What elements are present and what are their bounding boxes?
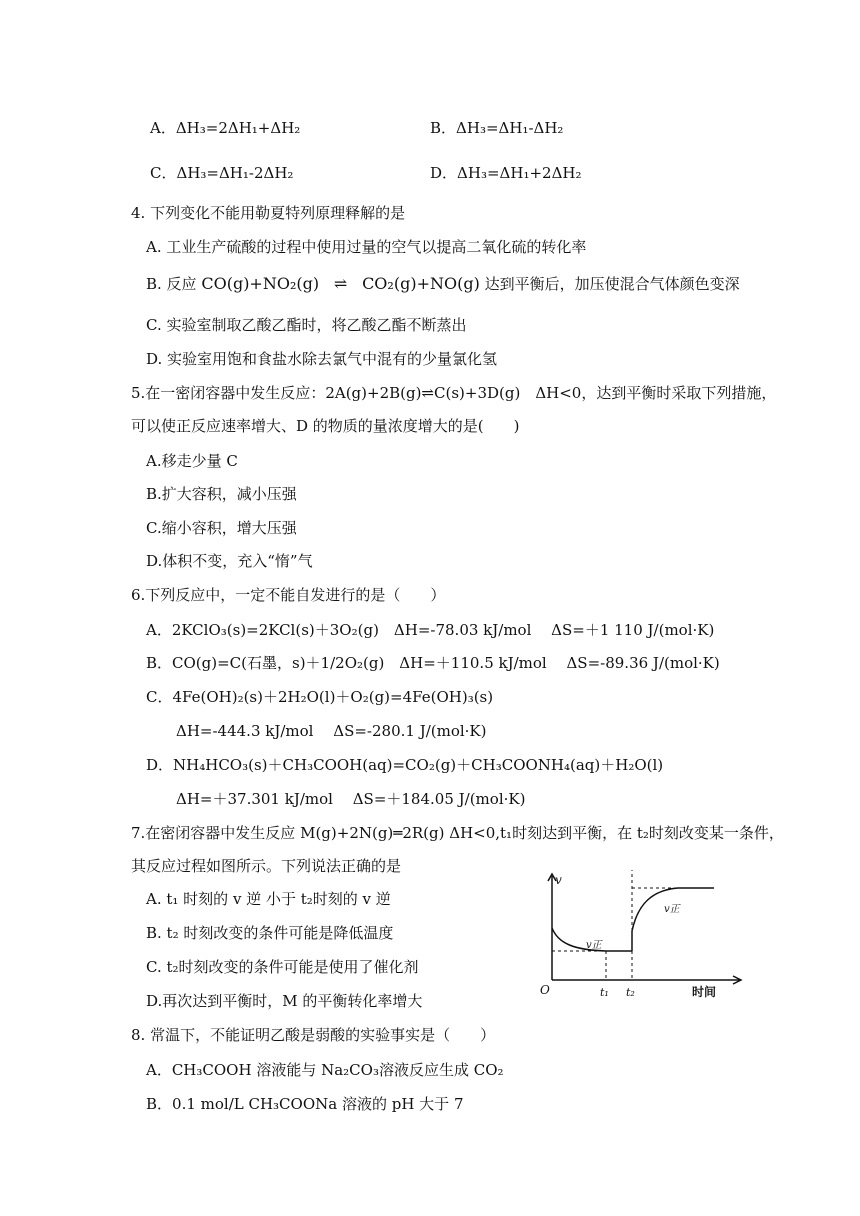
q8-stem: 8. 常温下，不能证明乙酸是弱酸的实验事实是（ ） <box>131 1026 496 1044</box>
q3-option-b <box>430 118 563 138</box>
q8-option-b: B．0.1 mol/L CH₃COONa 溶液的 pH 大于 7 <box>146 1095 464 1113</box>
q6-option-d-line-2: ΔH=＋37.301 kJ/mol ΔS=＋184.05 J/(mol·K) <box>176 790 526 808</box>
q6-option-c-line-1: C．4Fe(OH)₂(s)＋2H₂O(l)＋O₂(g)=4Fe(OH)₃(s) <box>146 688 494 706</box>
q3-option-c <box>150 163 293 183</box>
q6-stem: 6.下列反应中，一定不能自发进行的是（ ） <box>131 586 446 604</box>
q5-stem-line-1: 5.在一密闭容器中发生反应：2A(g)+2B(g)⇌C(s)+3D(g) ΔH<0，达到平衡时采取下列措施， <box>131 384 777 402</box>
q4-option-c: C. 实验室制取乙酸乙酯时，将乙酸乙酯不断蒸出 <box>146 316 467 334</box>
q7-option-c: C. t₂时刻改变的条件可能是使用了催化剂 <box>146 958 419 976</box>
products: CO₂(g)+NO(g) <box>362 274 480 293</box>
q7-option-b: B. t₂ 时刻改变的条件可能是降低温度 <box>146 924 394 942</box>
q4-option-d: D. 实验室用饱和食盐水除去氯气中混有的少量氯化氢 <box>146 350 498 368</box>
q8-option-a: A．CH₃COOH 溶液能与 Na₂CO₃溶液反应生成 CO₂ <box>146 1061 504 1079</box>
q7-option-d: D.再次达到平衡时，M 的平衡转化率增大 <box>146 992 423 1010</box>
q7-stem-line-1: 7.在密闭容器中发生反应 M(g)+2N(g)═2R(g) ΔH<0,t₁时刻达到平衡，在 t₂时刻改变某一条件， <box>131 824 784 842</box>
v-zheng-label-2: v正 <box>664 904 680 915</box>
option-label: C． <box>150 164 177 182</box>
origin-label: O <box>540 983 550 997</box>
q4-option-b <box>146 274 740 294</box>
t2-label: t₂ <box>626 986 635 999</box>
option-text: ΔH₃=2ΔH₁+ΔH₂ <box>175 119 301 137</box>
rate-time-figure <box>528 868 748 1000</box>
x-axis-label: 时间 <box>692 985 717 999</box>
q6-option-b: B．CO(g)=C(石墨，s)＋1/2O₂(g) ΔH=＋110.5 kJ/mol ΔS=-89.36 J/(mol·K) <box>146 654 720 672</box>
option-text: ΔH₃=ΔH₁-2ΔH₂ <box>176 164 294 182</box>
t1-label: t₁ <box>600 986 609 999</box>
q6-option-c-line-2: ΔH=-444.3 kJ/mol ΔS=-280.1 J/(mol·K) <box>176 722 487 740</box>
q6-option-a: A．2KClO₃(s)=2KCl(s)＋3O₂(g) ΔH=-78.03 kJ/mol ΔS=＋1 110 J/(mol·K) <box>146 621 715 639</box>
q3-option-a <box>150 118 300 138</box>
option-text: ΔH₃=ΔH₁-ΔH₂ <box>456 119 564 137</box>
reactants: CO(g)+NO₂(g) <box>201 274 320 293</box>
q4-stem: 4. 下列变化不能用勒夏特列原理释解的是 <box>131 204 406 222</box>
q5-option-b: B.扩大容积，减小压强 <box>146 485 297 503</box>
y-axis-label: v <box>555 873 562 887</box>
option-label: B． <box>430 119 457 137</box>
option-text: ΔH₃=ΔH₁+2ΔH₂ <box>457 164 582 182</box>
q7-option-a: A. t₁ 时刻的 v 逆 小于 t₂时刻的 v 逆 <box>146 890 391 908</box>
q3-option-d <box>430 163 582 183</box>
q7-stem-line-2: 其反应过程如图所示。下列说法正确的是 <box>131 857 402 875</box>
q5-option-a: A.移走少量 C <box>146 452 238 470</box>
q5-option-c: C.缩小容积，增大压强 <box>146 519 297 537</box>
q5-stem-line-2: 可以使正反应速率增大、D 的物质的量浓度增大的是( ) <box>131 417 520 435</box>
q6-option-d-line-1: D．NH₄HCO₃(s)＋CH₃COOH(aq)=CO₂(g)＋CH₃COONH₄(aq)＋H₂O(l) <box>146 756 664 774</box>
option-prefix: B. 反应 <box>146 275 197 293</box>
q5-option-d: D.体积不变，充入“惰”气 <box>146 552 313 570</box>
equilibrium-arrow-icon: ⇌ <box>333 274 348 293</box>
option-suffix: 达到平衡后，加压使混合气体颜色变深 <box>484 275 740 293</box>
q4-option-a: A. 工业生产硫酸的过程中使用过量的空气以提高二氧化硫的转化率 <box>146 238 587 256</box>
v-zheng-label-1: v正 <box>586 940 602 951</box>
option-label: A． <box>150 119 176 137</box>
option-label: D． <box>430 164 458 182</box>
